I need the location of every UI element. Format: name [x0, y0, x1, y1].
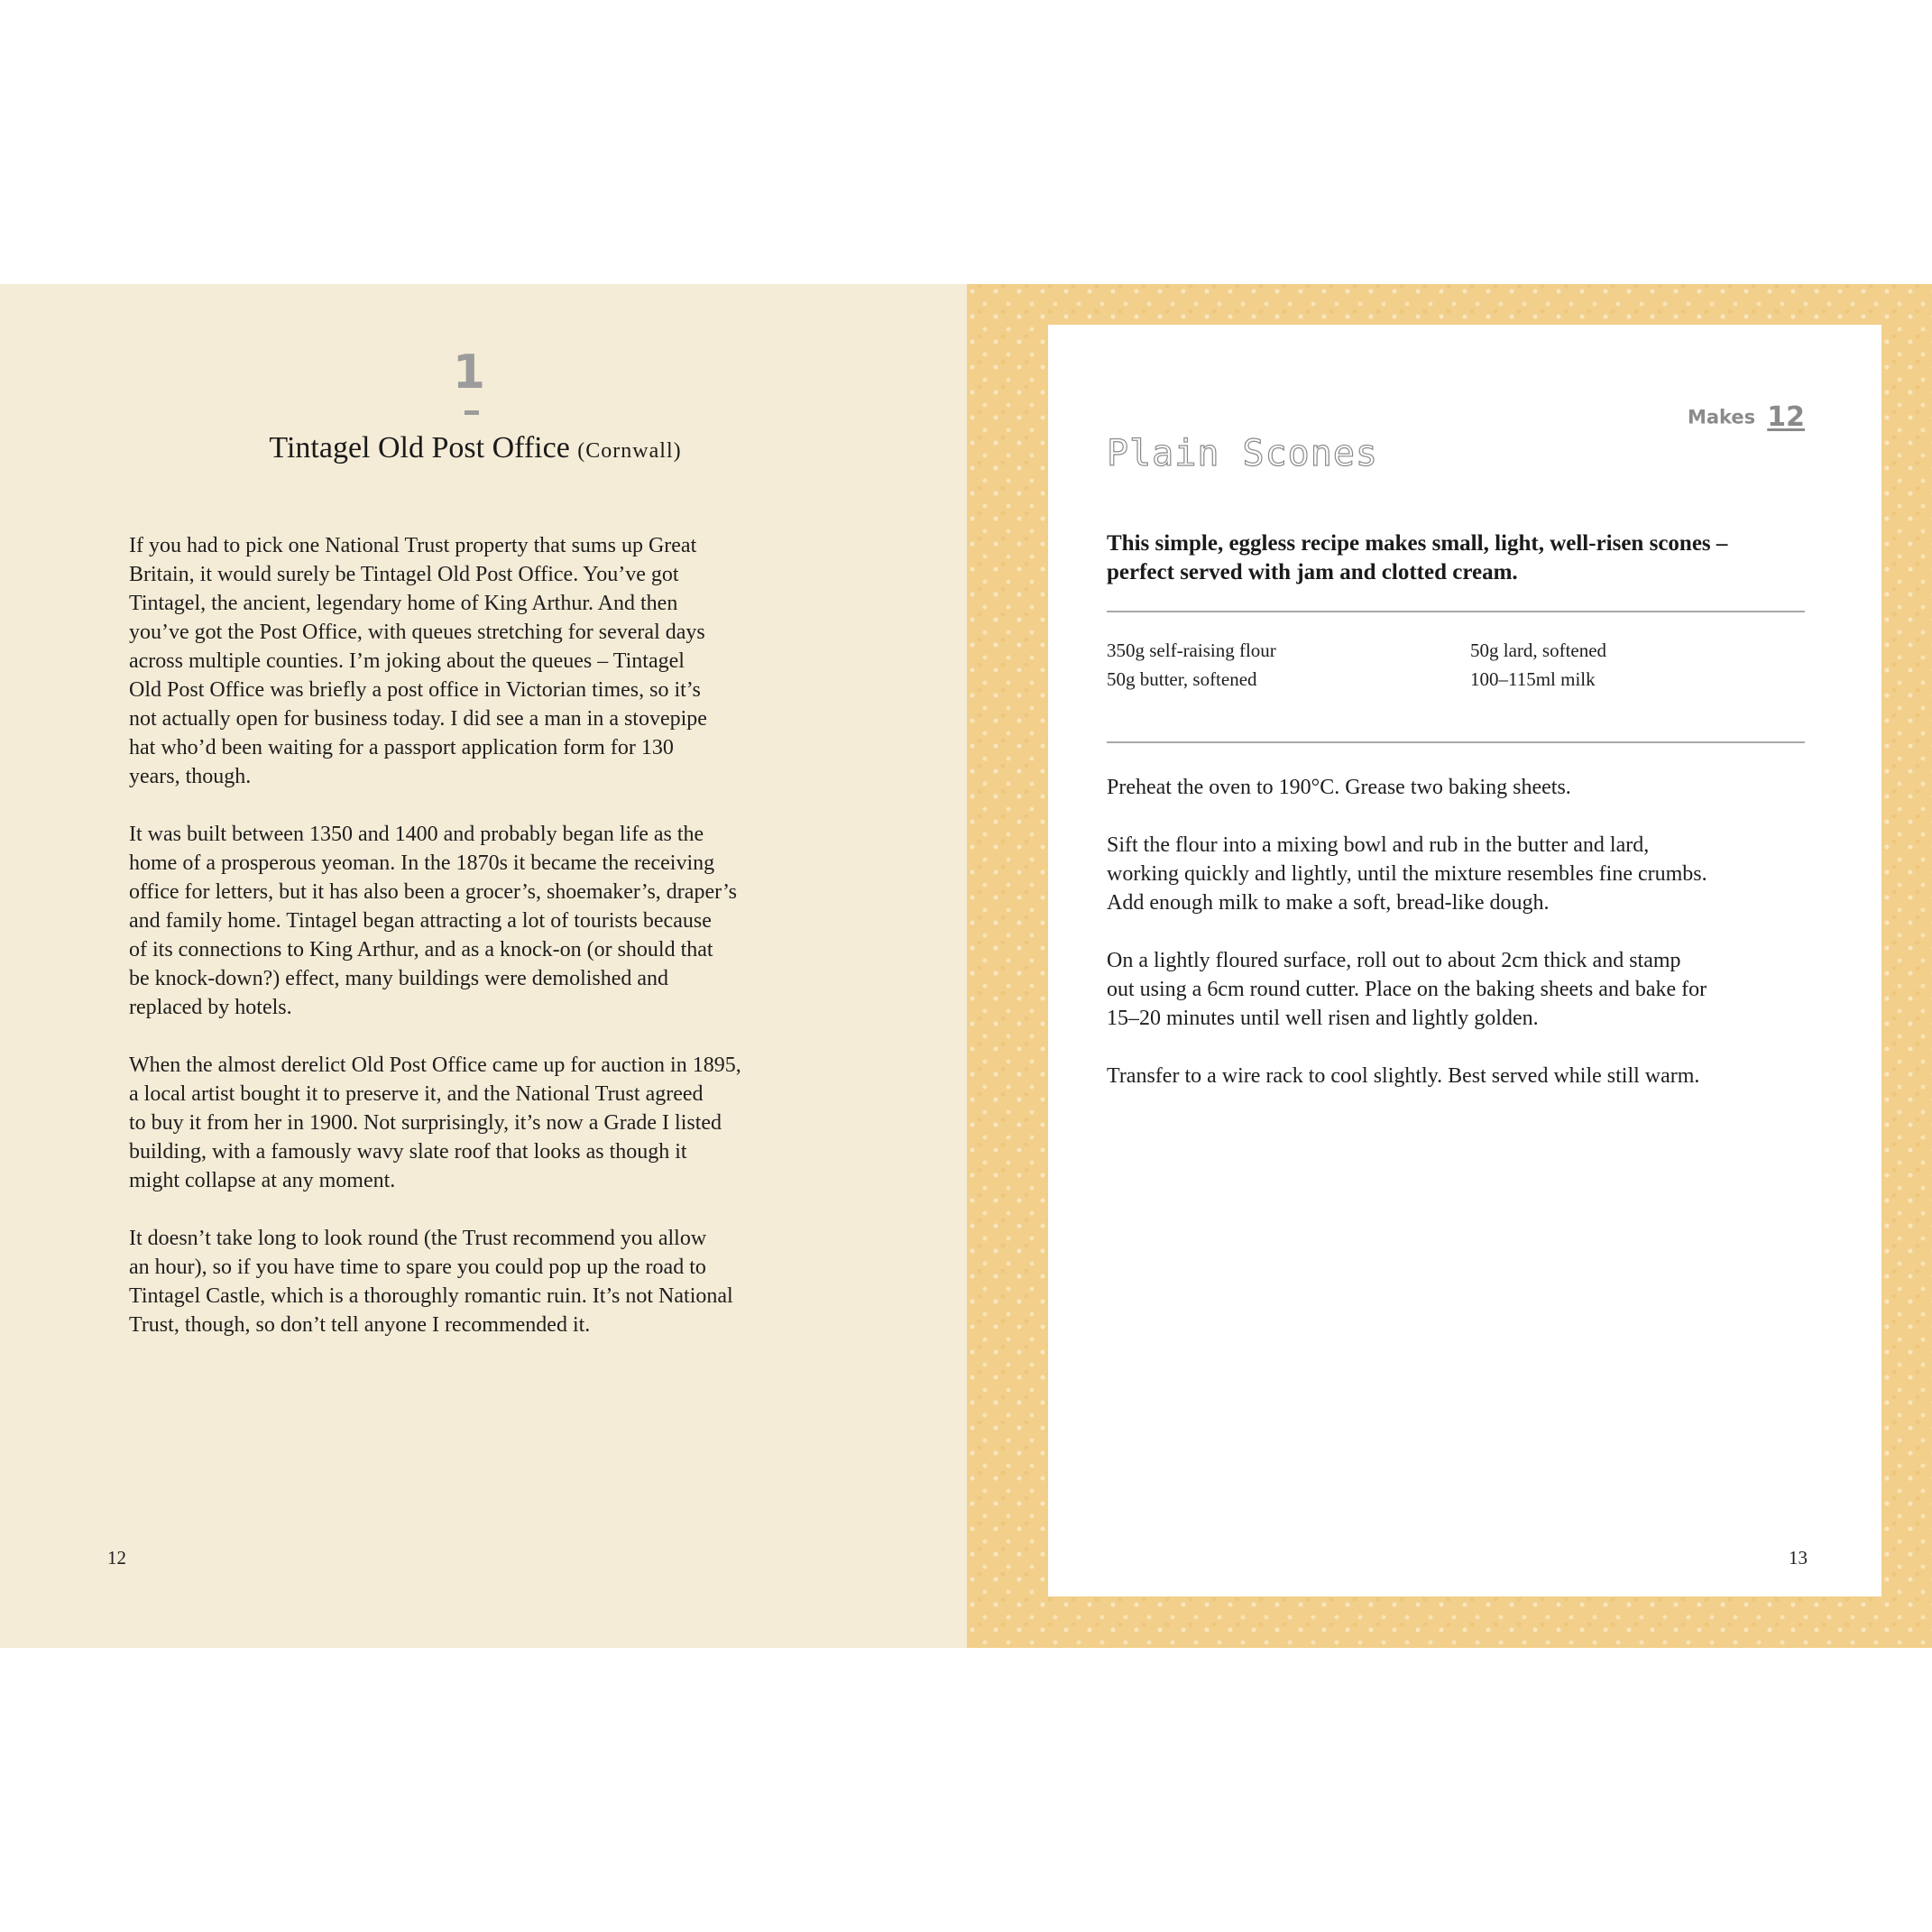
body-paragraph: If you had to pick one National Trust property that sums up Great Britain, it would surely be Tintagel Old Post Office. You’ve got Tintagel, the ancient, legendary home of King Arthur. And then you’ve got the Post Office, with queues stretching for several days across multiple counties. I’m joking about the queues – Tintagel Old Post Office was briefly a post office in Victorian times, so it’s not actually open for business today. I did see a man in a stovepipe hat who’d been waiting for a passport application form for 130 years, though.	[129, 534, 707, 788]
ingredient-item: 50g butter, softened	[1107, 668, 1257, 690]
ingredients-list	[1107, 636, 1805, 694]
chapter-body	[129, 531, 851, 1368]
makes-yield	[1688, 401, 1805, 433]
divider-bottom	[1107, 741, 1805, 743]
book-spread	[0, 284, 1932, 1648]
recipe-card	[1048, 325, 1881, 1596]
recipe-intro: This simple, eggless recipe makes small, light, well-risen scones – perfect served with jam and clotted cream.	[1107, 531, 1728, 584]
method-steps	[1107, 773, 1837, 1119]
method-step: Preheat the oven to 190°C. Grease two baking sheets.	[1107, 776, 1571, 799]
right-page	[967, 284, 1932, 1648]
divider-top	[1107, 611, 1805, 612]
method-step: On a lightly floured surface, roll out to about 2cm thick and stamp out using a 6cm round cutter. Place on the baking sheets and bake for 15–20 minutes until well risen and lightly golden.	[1107, 949, 1707, 1030]
ingredient-item: 100–115ml milk	[1470, 668, 1596, 690]
makes-label: Makes	[1687, 406, 1756, 428]
page-number-right: 13	[1789, 1547, 1808, 1569]
recipe-title: Plain Scones	[1107, 433, 1378, 474]
method-step: Sift the flour into a mixing bowl and rub in the butter and lard, working quickly and lightly, until the mixture resembles fine crumbs. Add enough milk to make a soft, bread-like dough.	[1107, 833, 1707, 915]
chapter-title	[0, 431, 951, 465]
method-step: Transfer to a wire rack to cool slightly. Best served while still warm.	[1107, 1064, 1700, 1088]
chapter-number-dash	[465, 410, 479, 415]
body-paragraph: It was built between 1350 and 1400 and probably began life as the home of a prosperous yeoman. In the 1870s it became the receiving office for letters, but it has also been a grocer’s, shoemaker’s, draper’s and family home. Tintagel began attracting a lot of tourists because of its connections to King Arthur, and as a knock-on (or should that be knock-down?) effect, many buildings were demolished and replaced by hotels.	[129, 823, 737, 1019]
page-number-left: 12	[107, 1547, 126, 1569]
body-paragraph: When the almost derelict Old Post Office came up for auction in 1895, a local artist bought it to preserve it, and the National Trust agreed to buy it from her in 1900. Not surprisingly, it’s now a Grade I listed building, with a famously wavy slate roof that looks as though it might collapse at any moment.	[129, 1053, 741, 1192]
ingredient-item: 50g lard, softened	[1470, 639, 1607, 661]
chapter-title-text: Tintagel Old Post Office	[269, 431, 570, 465]
chapter-county: (Cornwall)	[577, 439, 682, 463]
body-paragraph: It doesn’t take long to look round (the Trust recommend you allow an hour), so if you have time to spare you could pop up the road to Tintagel Castle, which is a thoroughly romantic ruin. It’s not National Trust, though, so don’t tell anyone I recommended it.	[129, 1227, 733, 1337]
left-page	[0, 284, 967, 1648]
chapter-number: 1	[452, 345, 488, 400]
makes-count: 12	[1767, 401, 1805, 433]
ingredient-item: 350g self-raising flour	[1107, 639, 1276, 661]
